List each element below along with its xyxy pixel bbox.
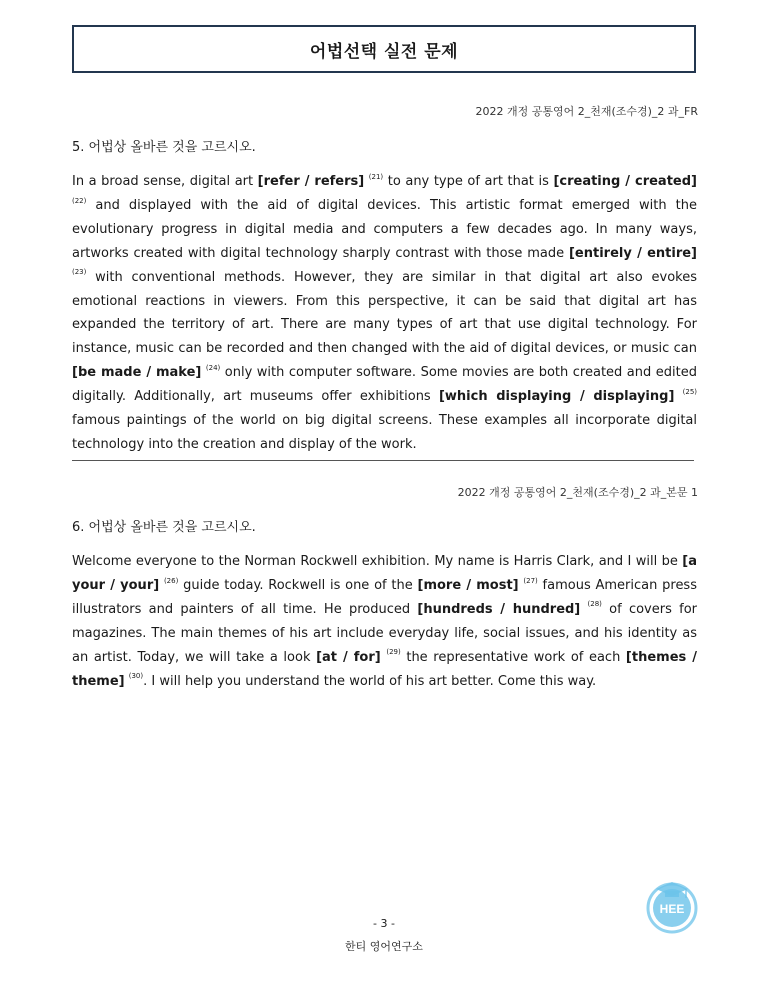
passage-text: Welcome everyone to the Norman Rockwell exhibition. My name is Harris Clark, and I will be <box>72 554 683 569</box>
choice-24: [be made / make] <box>72 365 202 381</box>
passage-text: and displayed with the aid of digital devices. This artistic format emerged with the evolutionary progress in digital media and computers a few decades ago. In many ways, artworks created with digital technology sharply contrast with those made <box>72 197 697 261</box>
passage-text: to any type of art that is <box>383 174 554 189</box>
source-label-6: 2022 개정 공통영어 2_천재(조수경)_2 과_본문 1 <box>457 486 698 499</box>
page-number: - 3 - <box>373 917 395 930</box>
passage-text: In a broad sense, digital art <box>72 174 258 189</box>
passage-text: with conventional methods. However, they are similar in that digital art also evokes emotional reactions in viewers. From this perspective, it can be said that digital art has expanded the territory of art. There are many types of art that use digital technology. For instance, music can be recorded and then changed with the aid of digital devices, or music can <box>72 269 697 357</box>
section-divider <box>72 460 694 461</box>
passage-text: famous paintings of the world on big digital screens. These examples all incorporate digital technology into the creation and display of the work. <box>72 413 697 452</box>
blank-number-27: (27) <box>523 576 538 585</box>
choice-27: [more / most] <box>417 577 519 593</box>
blank-number-28: (28) <box>587 600 602 609</box>
choice-22: [creating / created] <box>553 174 697 189</box>
logo-text: HEE <box>659 902 685 916</box>
blank-number-24: (24) <box>205 363 221 372</box>
choice-28: [hundreds / hundred] <box>417 601 581 617</box>
blank-number-22: (22) <box>72 196 87 205</box>
choice-23: [entirely / entire] <box>568 245 697 261</box>
passage-text: . I will help you understand the world of his art better. Come this way. <box>143 673 597 689</box>
source-label-5: 2022 개정 공통영어 2_천재(조수경)_2 과_FR <box>475 105 698 118</box>
question-5: 5. 어법상 올바른 것을 고르시오. <box>72 140 256 155</box>
passage-text: of covers for magazines. The main themes of his art include everyday life, social issues, and his identity as an artist. Today, we will take a look <box>72 601 697 665</box>
page-title: 어법선택 실전 문제 <box>309 41 459 62</box>
blank-number-25: (25) <box>682 387 698 396</box>
choice-21: [refer / refers] <box>257 174 365 189</box>
passage-text: famous American press illustrators and painters of all time. He produced <box>72 577 697 617</box>
blank-number-21: (21) <box>368 172 384 181</box>
choice-30: [themes / theme] <box>72 649 698 689</box>
blank-number-30: (30) <box>128 672 144 681</box>
footer-brand: 한티 영어연구소 <box>345 940 423 953</box>
passage-5 <box>72 170 697 457</box>
blank-number-23: (23) <box>72 268 87 277</box>
passage-text: only with computer software. Some movies are both created and edited digitally. Additionally, art museums offer exhibitions <box>72 365 697 405</box>
passage-text: the representative work of each <box>400 649 626 665</box>
blank-number-26: (26) <box>163 576 179 585</box>
blank-number-29: (29) <box>386 648 401 657</box>
passage-6 <box>72 550 697 693</box>
question-6: 6. 어법상 올바른 것을 고르시오. <box>72 520 256 535</box>
choice-26: [a your / your] <box>72 554 697 593</box>
choice-29: [at / for] <box>316 649 381 665</box>
page-title-box <box>72 25 696 73</box>
passage-text: guide today. Rockwell is one of the <box>178 577 418 593</box>
choice-25: [which displaying / displaying] <box>438 389 675 405</box>
hee-logo-icon <box>642 876 702 936</box>
